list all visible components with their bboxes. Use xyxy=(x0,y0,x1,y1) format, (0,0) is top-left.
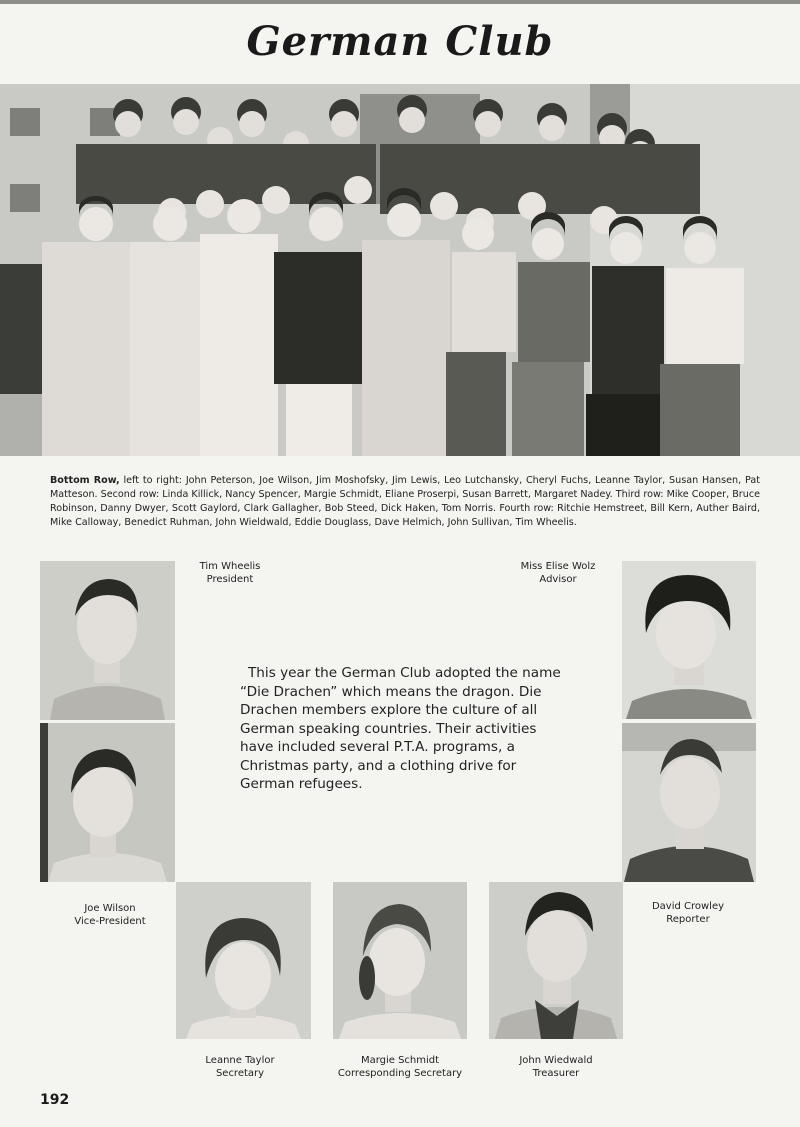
portrait-john-wiedwald xyxy=(489,882,623,1039)
page-title: German Club xyxy=(246,18,554,65)
portrait-leanne-taylor xyxy=(176,882,311,1039)
label-treasurer xyxy=(506,1054,606,1080)
group-photo-caption xyxy=(50,474,760,530)
label-president xyxy=(190,560,270,586)
portrait-joe-wilson xyxy=(40,723,175,882)
portrait-illustration xyxy=(176,882,311,1039)
portrait-illustration xyxy=(40,561,175,720)
portrait-tim-wheelis xyxy=(40,561,175,720)
group-photo-illustration xyxy=(0,84,800,456)
label-advisor xyxy=(510,560,606,586)
label-reporter xyxy=(640,900,736,926)
officer-role: Treasurer xyxy=(532,1068,580,1079)
article-paragraph: This year the German Club adopted the name “Die Drachen” which means the dragon. Die Drachen members explore the culture of all German speaking countries. Their activities have included several P.T.A. programs, a Christmas party, and a clothing drive for German refugees. xyxy=(240,665,561,792)
group-photo xyxy=(0,84,800,456)
portrait-elise-wolz xyxy=(622,561,756,719)
portrait-margie-schmidt xyxy=(333,882,467,1039)
officer-role: President xyxy=(206,574,254,585)
portrait-illustration xyxy=(489,882,623,1039)
label-vice-president xyxy=(50,902,170,928)
label-corresponding-secretary xyxy=(330,1054,470,1080)
officer-name: Tim Wheelis xyxy=(199,561,261,572)
officer-role: Corresponding Secretary xyxy=(337,1068,463,1079)
officer-role: Secretary xyxy=(215,1068,265,1079)
officer-name: Margie Schmidt xyxy=(360,1055,440,1066)
officer-name: David Crowley xyxy=(651,901,725,912)
officer-role: Vice-President xyxy=(74,916,146,927)
portrait-illustration xyxy=(622,723,756,882)
caption-lead: Bottom Row, xyxy=(50,475,120,486)
officer-name: Leanne Taylor xyxy=(205,1055,275,1066)
page-number: 192 xyxy=(40,1092,70,1108)
officer-name: Joe Wilson xyxy=(84,903,136,914)
portrait-illustration xyxy=(622,561,756,719)
officer-name: Miss Elise Wolz xyxy=(520,561,596,572)
caption-text: left to right: John Peterson, Joe Wilson, Jim Moshofsky, Jim Lewis, Leo Lutchansky, Cheryl Fuchs, Leanne Taylor, Susan Hansen, Pat Matteson. Second row: Linda Killick, Nancy Spencer, Margie Schmidt, Eliane Proserpi, Susan Barrett, Margaret Nadey. Third row: Mike Cooper, Bruce Robinson, Danny Dwyer, Scott Gaylord, Clark Gallagher, Bob Steed, Dick Haken, Tom Norris. Fourth row: Ritchie Hemstreet, Bill Kern, Auther Baird, Mike Calloway, Benedict Ruhman, John Wieldwald, Eddie Douglass, Dave Helmich, John Sullivan, Tim Wheelis. xyxy=(50,475,760,528)
officer-role: Advisor xyxy=(539,574,577,585)
page-top-edge xyxy=(0,0,800,4)
portrait-david-crowley xyxy=(622,723,756,882)
officer-name: John Wiedwald xyxy=(519,1055,593,1066)
portrait-illustration xyxy=(333,882,467,1039)
portrait-illustration xyxy=(40,723,175,882)
officer-role: Reporter xyxy=(666,914,710,925)
label-secretary xyxy=(190,1054,290,1080)
article-body xyxy=(240,664,574,794)
